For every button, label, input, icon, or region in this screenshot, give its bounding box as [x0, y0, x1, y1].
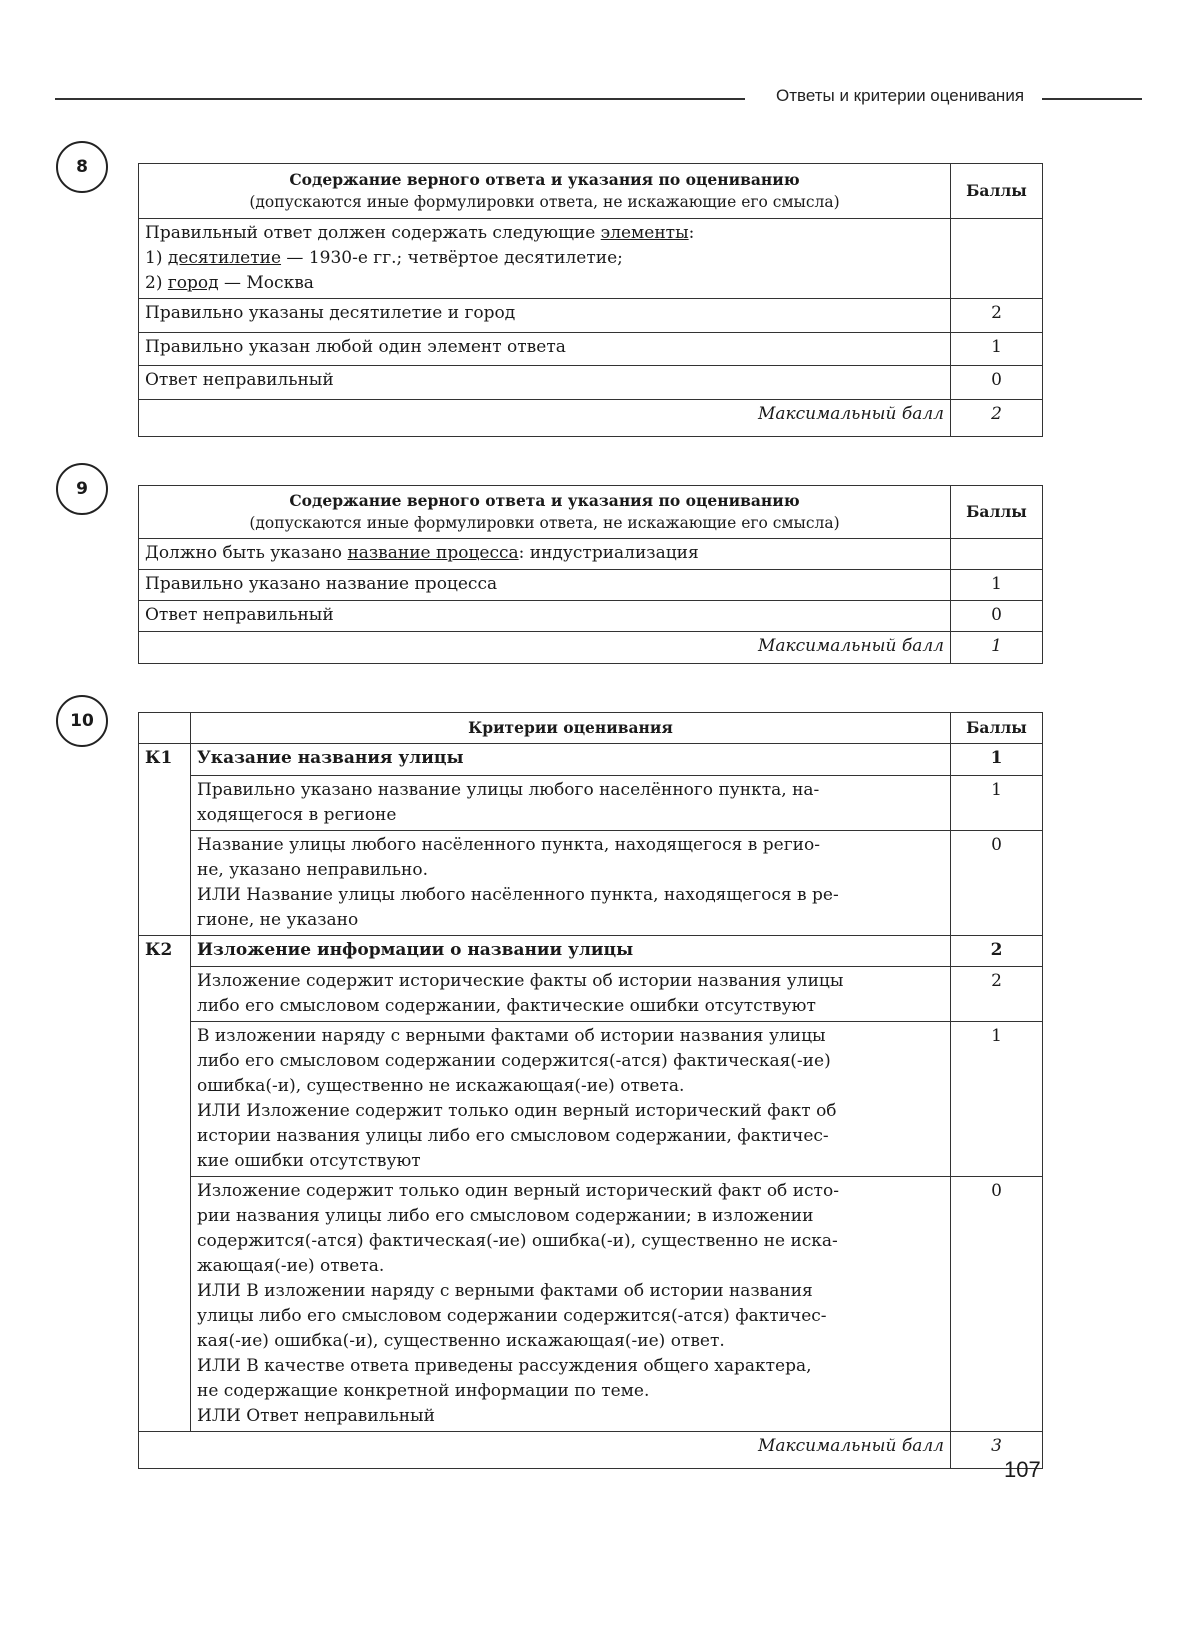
criterion-code: К1: [139, 744, 191, 936]
points-header: Баллы: [951, 713, 1043, 744]
max-score-label: Максимальный балл: [139, 1432, 951, 1469]
max-score-value: 2: [951, 400, 1043, 437]
table-row: [139, 366, 1043, 400]
answer-text: Должно быть указано название процесса: индустриализация: [139, 539, 951, 570]
criterion-text: Ответ неправильный: [139, 601, 951, 632]
points-header: Баллы: [951, 486, 1043, 539]
task-number-9: 9: [56, 463, 108, 515]
max-score-row: [139, 632, 1043, 664]
criterion-code: К2: [139, 936, 191, 1432]
criterion-title: Указание названия улицы: [191, 744, 951, 776]
criterion-text: В изложении наряду с верными фактами об истории названия улицы либо его смысловом содержании содержится(-атся) фактическая(-ие) ошибка(-и), существенно не искажающая(-ие) ответа. ИЛИ Изложение содержит только один верный исторический факт об истории названия улицы либо его смысловом содержании, фактичес- кие ошибки отсутствуют: [191, 1022, 951, 1177]
criterion-title: Изложение информации о названии улицы: [191, 936, 951, 967]
criteria-header: Критерии оценивания: [191, 713, 951, 744]
points: 1: [951, 776, 1043, 831]
max-score-row: [139, 400, 1043, 437]
points: 2: [951, 967, 1043, 1022]
criterion-max-points: 1: [951, 744, 1043, 776]
table-row: [139, 299, 1043, 333]
points: 2: [951, 299, 1043, 333]
points: 1: [951, 333, 1043, 366]
criterion-text: Ответ неправильный: [139, 366, 951, 400]
criterion-text: Изложение содержит исторические факты об истории названия улицы либо его смысловом содержании, фактические ошибки отсутствуют: [191, 967, 951, 1022]
page-number: 107: [1004, 1457, 1041, 1482]
header-main: Содержание верного ответа и указания по оцениванию: [289, 170, 800, 189]
header-rule-left: [55, 98, 745, 100]
task9-table: [138, 485, 1043, 664]
points: 1: [951, 570, 1043, 601]
table-row: [139, 1022, 1043, 1177]
task-number-8: 8: [56, 141, 108, 193]
criterion-text: Правильно указано название улицы любого населённого пункта, на- ходящегося в регионе: [191, 776, 951, 831]
header-rule-right: [1042, 98, 1142, 100]
criterion-text: Правильно указан любой один элемент ответа: [139, 333, 951, 366]
table-row: [139, 333, 1043, 366]
points: 0: [951, 366, 1043, 400]
max-score-label: Максимальный балл: [139, 632, 951, 664]
table-row: [139, 967, 1043, 1022]
table-row: [139, 601, 1043, 632]
task10-table: [138, 712, 1043, 1469]
points: 0: [951, 1177, 1043, 1432]
points: 0: [951, 601, 1043, 632]
running-header: Ответы и критерии оценивания: [776, 86, 1025, 105]
header-sub: (допускаются иные формулировки ответа, не искажающие его смысла): [249, 514, 840, 532]
criterion-text: Изложение содержит только один верный исторический факт об исто- рии названия улицы либо его смысловом содержании; в изложении содержится(-атся) фактическая(-ие) ошибка(-и), существенно не иска- жающая(-ие) ответа. ИЛИ В изложении наряду с верными фактами об истории названия улицы либо его смысловом содержании содержится(-атся) фактичес- кая(-ие) ошибка(-и), существенно искажающая(-ие) ответ. ИЛИ В качестве ответа приведены рассуждения общего характера, не содержащие конкретной информации по теме. ИЛИ Ответ неправильный: [191, 1177, 951, 1432]
content-header: [139, 486, 951, 539]
task-number-10: 10: [56, 695, 108, 747]
criterion-text: Правильно указано название процесса: [139, 570, 951, 601]
header-sub: (допускаются иные формулировки ответа, не искажающие его смысла): [249, 193, 840, 211]
criterion-text: Правильно указаны десятилетие и город: [139, 299, 951, 333]
max-score-value: 1: [951, 632, 1043, 664]
max-score-row: [139, 1432, 1043, 1469]
max-score-value: 3: [951, 1432, 1043, 1469]
points: 0: [951, 831, 1043, 936]
content-header: [139, 164, 951, 219]
points: 1: [951, 1022, 1043, 1177]
table-row: [139, 831, 1043, 936]
table-row: [139, 1177, 1043, 1432]
table-row: [139, 570, 1043, 601]
max-score-label: Максимальный балл: [139, 400, 951, 437]
task8-table: [138, 163, 1043, 437]
header-main: Содержание верного ответа и указания по оцениванию: [289, 491, 800, 510]
criterion-max-points: 2: [951, 936, 1043, 967]
answer-elements: Правильный ответ должен содержать следующие элементы: 1) десятилетие — 1930-е гг.; четвёртое десятилетие; 2) город — Москва: [139, 219, 951, 299]
criterion-text: Название улицы любого насёленного пункта, находящегося в регио- не, указано неправильно. ИЛИ Название улицы любого насёленного пункта, находящегося в ре- гионе, не указано: [191, 831, 951, 936]
points-header: Баллы: [951, 164, 1043, 219]
table-row: [139, 776, 1043, 831]
